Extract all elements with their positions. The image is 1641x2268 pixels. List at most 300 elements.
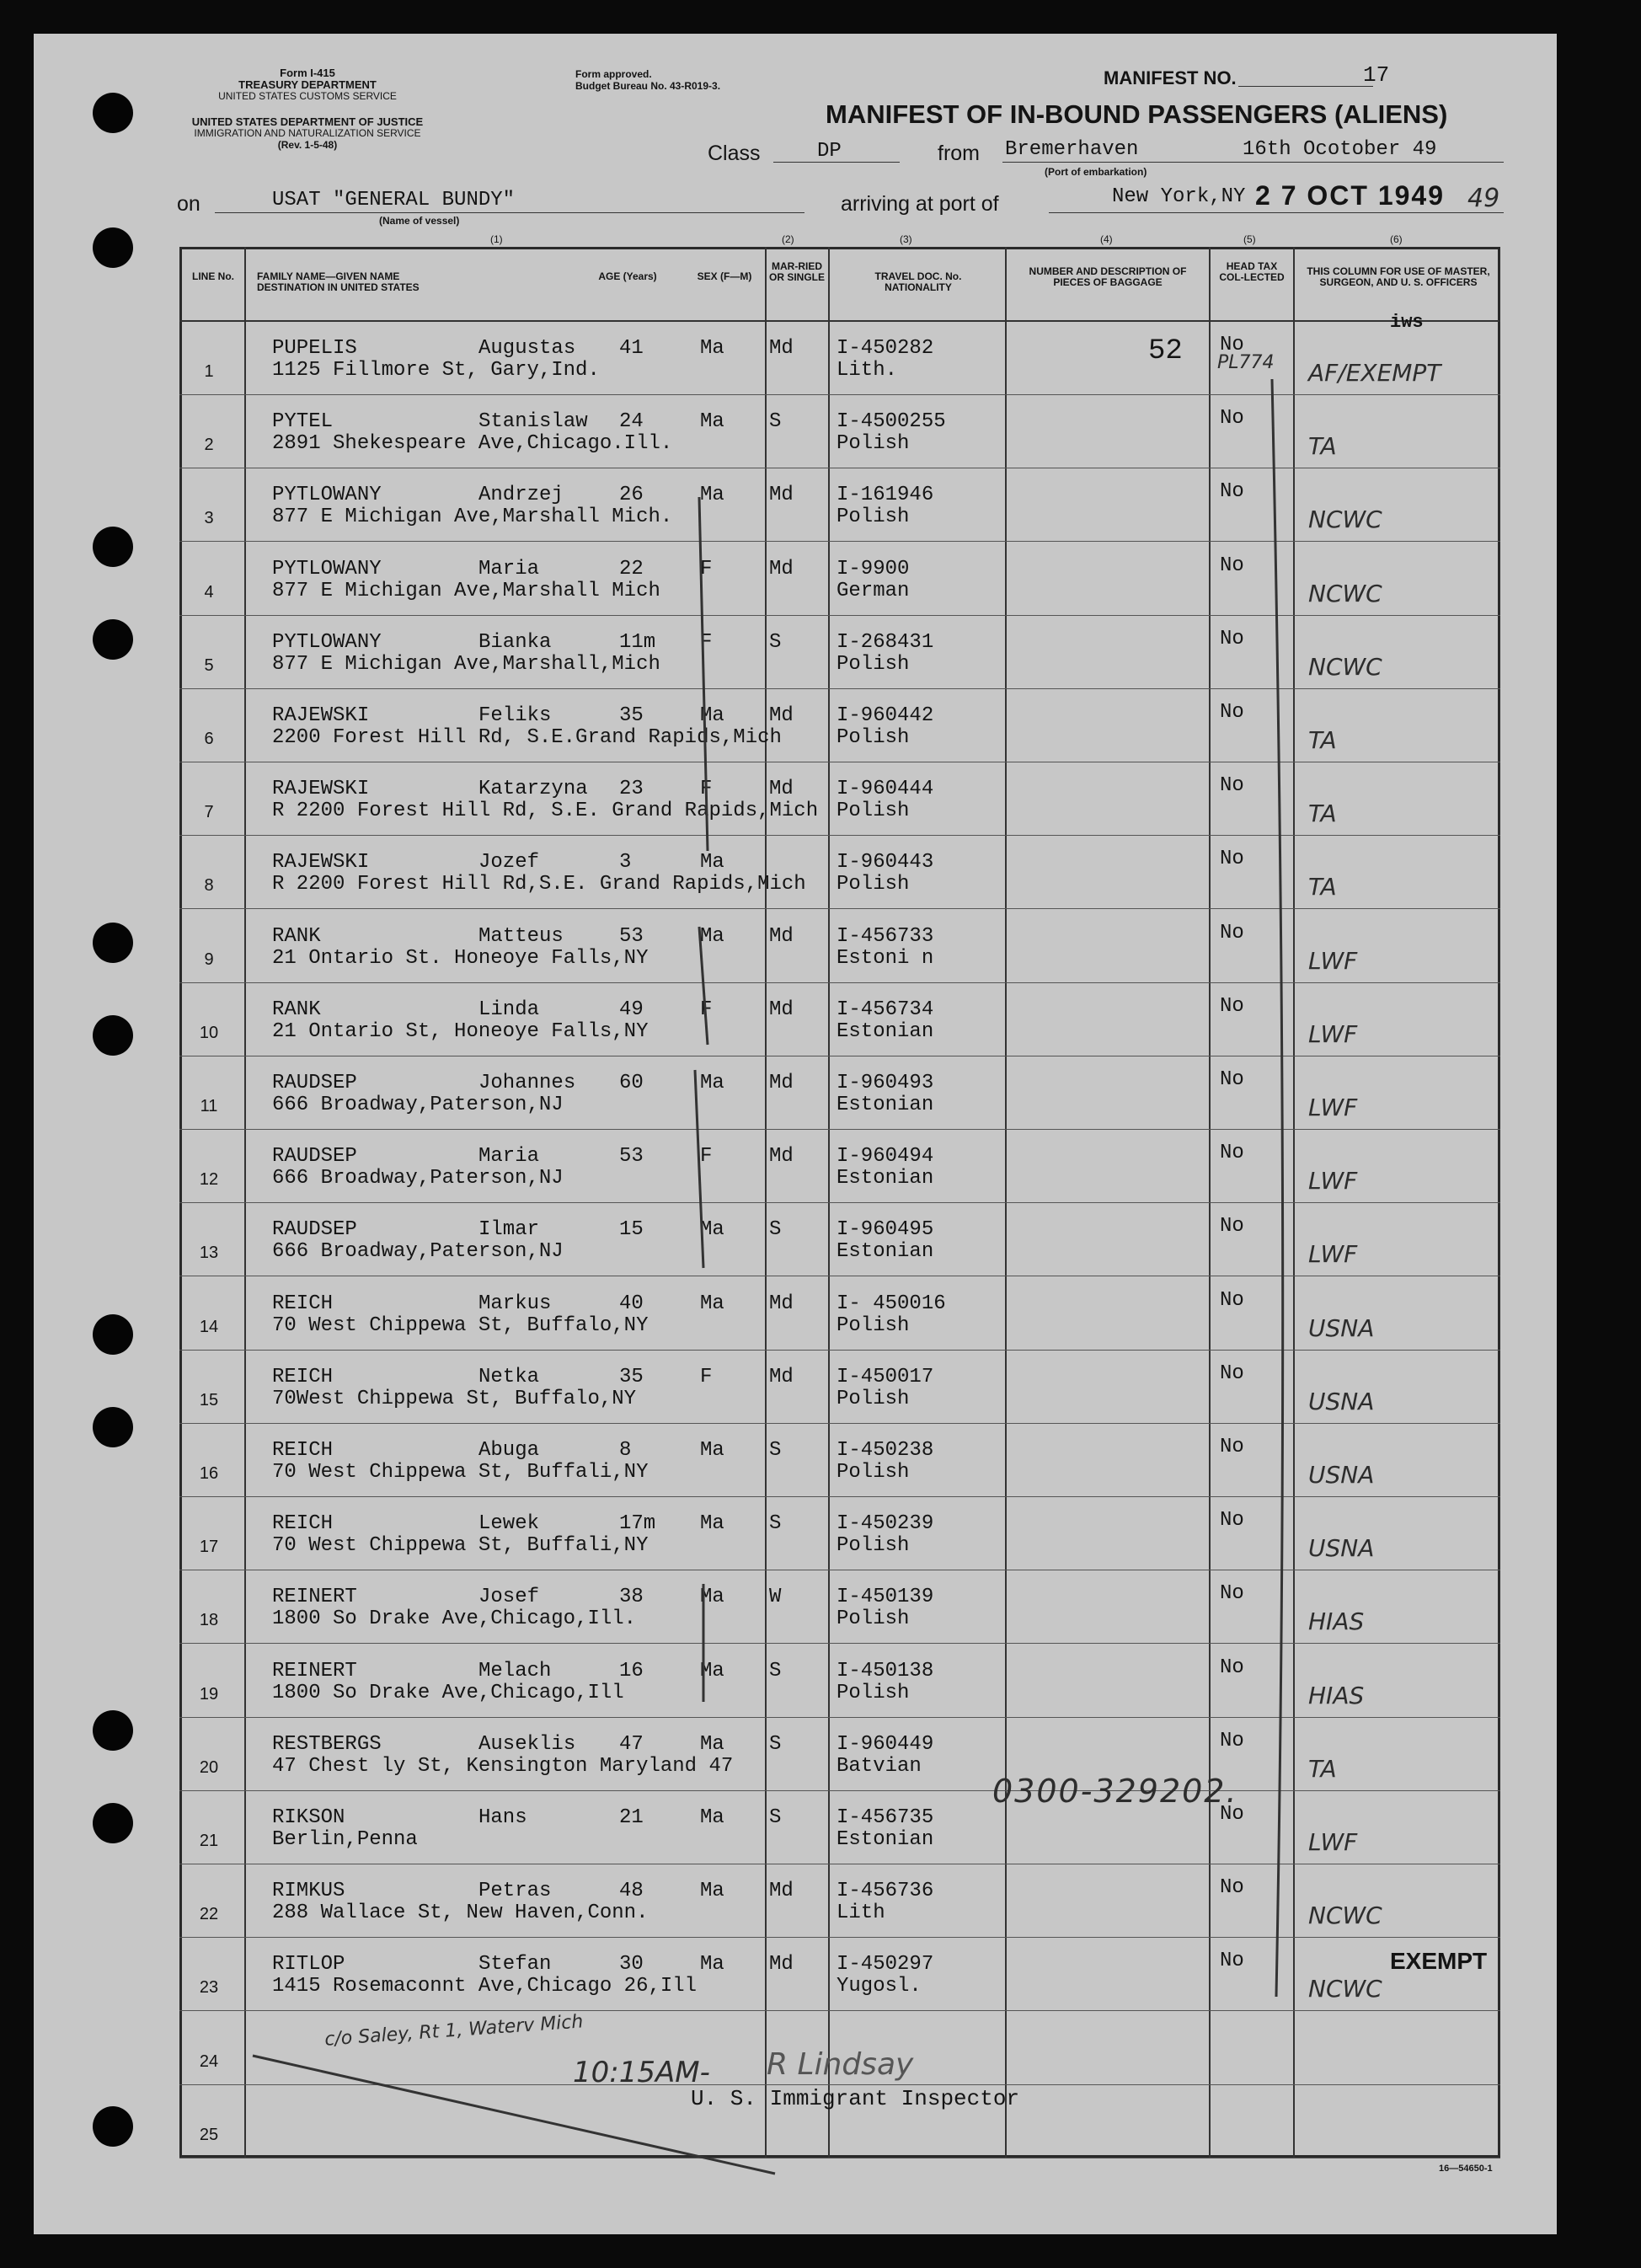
sex: Ma	[700, 924, 724, 948]
travel-doc: I-960494	[837, 1145, 934, 1169]
sex: F	[700, 778, 713, 801]
nationality: Batvian	[837, 1754, 922, 1778]
age: 41	[619, 337, 644, 360]
family-name: PYTLOWANY	[272, 630, 382, 654]
given-name: Markus	[478, 1292, 552, 1315]
form-code: 16—54650-1	[1439, 2164, 1493, 2174]
nationality: Polish	[837, 432, 910, 456]
baggage: 52	[1148, 335, 1183, 367]
line-number: 10	[199, 1023, 219, 1042]
family-name: RAUDSEP	[272, 1218, 357, 1242]
marital-status: S	[769, 1806, 782, 1829]
sex: Ma	[700, 1292, 724, 1315]
family-name: RAJEWSKI	[272, 851, 370, 875]
line-number: 17	[199, 1538, 219, 1557]
officer-initials: iws	[1390, 312, 1424, 333]
customs-service: UNITED STATES CUSTOMS SERVICE	[218, 90, 397, 102]
destination: 877 E Michigan Ave,Marshall Mich	[272, 579, 660, 602]
marital-status: Md	[769, 1145, 794, 1169]
nationality: Polish	[837, 726, 910, 749]
nationality: Polish	[837, 1387, 910, 1410]
exempt-stamp: EXEMPT	[1390, 1948, 1488, 1974]
age: 22	[619, 557, 644, 580]
head-tax: No	[1220, 1068, 1244, 1091]
destination: 70West Chippewa St, Buffalo,NY	[272, 1387, 637, 1410]
given-name: Feliks	[478, 704, 552, 727]
destination: 1415 Rosemaconnt Ave,Chicago 26,Ill	[272, 1975, 698, 1998]
given-name: Ilmar	[478, 1218, 540, 1242]
line-number: 5	[204, 655, 214, 675]
col-header-headtax: HEAD TAX COL-LECTED	[1219, 260, 1285, 283]
sex: Ma	[700, 1880, 724, 1903]
head-tax: No	[1220, 701, 1244, 724]
given-name: Lewek	[478, 1512, 540, 1536]
manifest-label: MANIFEST NO.	[1104, 67, 1237, 88]
age: 48	[619, 1880, 644, 1903]
head-tax: No	[1220, 480, 1244, 504]
travel-doc: I-268431	[837, 630, 934, 654]
line-number: 21	[199, 1832, 219, 1850]
line-number: 14	[199, 1317, 219, 1336]
given-name: Andrzej	[478, 484, 564, 507]
officer-note: NCWC	[1308, 1902, 1382, 1930]
year-handwritten: 49	[1467, 184, 1500, 213]
officer-note: NCWC	[1308, 652, 1382, 681]
nationality: Polish	[837, 1534, 910, 1558]
officer-note: LWF	[1308, 1019, 1358, 1048]
officer-note: NCWC	[1308, 1975, 1382, 2003]
travel-doc: I-960449	[837, 1732, 934, 1756]
destination: 288 Wallace St, New Haven,Conn.	[272, 1902, 649, 1925]
destination: 2891 Shekespeare Ave,Chicago.Ill.	[272, 432, 673, 456]
justice-dept: UNITED STATES DEPARTMENT OF JUSTICE	[191, 115, 424, 128]
officer-note: TA	[1308, 432, 1337, 461]
col-header-name: FAMILY NAME—GIVEN NAME DESTINATION IN UNITED STATES	[257, 270, 420, 293]
phone-number: 0300-329202.	[992, 1773, 1238, 1810]
family-name: REINERT	[272, 1659, 357, 1682]
nationality: Polish	[837, 1461, 910, 1484]
given-name: Linda	[478, 998, 540, 1021]
travel-doc: I-456733	[837, 924, 934, 948]
nationality: Lith	[837, 1902, 885, 1925]
head-tax: No	[1220, 774, 1244, 798]
family-name: REICH	[272, 1512, 334, 1536]
age: 17m	[619, 1512, 656, 1536]
inspector-signature: R Lindsay	[767, 2047, 914, 2082]
age: 35	[619, 1365, 644, 1388]
nationality: Polish	[837, 1607, 910, 1631]
family-name: RAUDSEP	[272, 1145, 357, 1169]
family-name: REINERT	[272, 1586, 357, 1609]
age: 16	[619, 1659, 644, 1682]
sex: F	[700, 1365, 713, 1388]
line-number: 20	[199, 1757, 219, 1777]
line-number: 25	[199, 2125, 219, 2144]
manifest-title: MANIFEST OF IN-BOUND PASSENGERS (ALIENS)	[826, 99, 1448, 129]
family-name: PYTLOWANY	[272, 557, 382, 580]
form-number: Form I-415	[280, 67, 335, 79]
pl-number: PL774	[1217, 352, 1275, 373]
travel-doc: I-9900	[837, 557, 910, 580]
age: 40	[619, 1292, 644, 1315]
col-header-officers: THIS COLUMN FOR USE OF MASTER, SURGEON, AND U. S. OFFICERS	[1307, 265, 1490, 288]
age: 60	[619, 1072, 644, 1094]
destination: 70 West Chippewa St, Buffali,NY	[272, 1461, 649, 1484]
marital-status: S	[769, 1439, 782, 1462]
family-name: RITLOP	[272, 1953, 345, 1976]
col-number: (2)	[782, 233, 794, 245]
marital-status: S	[769, 1512, 782, 1536]
nationality: Estonian	[837, 1167, 934, 1190]
marital-status: Md	[769, 337, 794, 360]
sex: Ma	[700, 1512, 724, 1536]
marital-status: S	[769, 1659, 782, 1682]
bracket-stroke	[695, 1070, 703, 1268]
line-number: 13	[199, 1244, 219, 1263]
travel-doc: I-450139	[837, 1586, 934, 1609]
ins-service: IMMIGRATION AND NATURALIZATION SERVICE	[194, 127, 421, 139]
given-name: Melach	[478, 1659, 552, 1682]
head-tax: No	[1220, 1361, 1244, 1385]
family-name: RANK	[272, 924, 321, 948]
destination: 877 E Michigan Ave,Marshall Mich.	[272, 505, 673, 529]
family-name: RIMKUS	[272, 1880, 345, 1903]
nationality: Estonian	[837, 1828, 934, 1851]
marital-status: S	[769, 630, 782, 654]
line-number: 4	[204, 582, 214, 602]
col-number: (5)	[1243, 233, 1256, 245]
line-number: 3	[204, 509, 214, 528]
family-name: RAJEWSKI	[272, 778, 370, 801]
given-name: Maria	[478, 1145, 540, 1169]
officer-note: USNA	[1308, 1387, 1375, 1415]
nationality: Estoni n	[837, 946, 934, 970]
marital-status: Md	[769, 924, 794, 948]
head-tax: No	[1220, 1215, 1244, 1238]
head-tax: No	[1220, 1876, 1244, 1900]
officer-note: TA	[1308, 726, 1337, 754]
age: 30	[619, 1953, 644, 1976]
given-name: Johannes	[478, 1072, 576, 1094]
col-number: (1)	[490, 233, 503, 245]
age: 38	[619, 1586, 644, 1609]
nationality: Estonian	[837, 1240, 934, 1264]
col-header-sex: SEX (F—M)	[697, 270, 752, 282]
marital-status: Md	[769, 998, 794, 1021]
age: 11m	[619, 630, 656, 654]
head-tax: No	[1220, 407, 1244, 431]
line-number: 1	[204, 362, 214, 381]
given-name: Netka	[478, 1365, 540, 1388]
sex: F	[700, 630, 713, 654]
destination: 47 Chest ly St, Kensington Maryland 47	[272, 1754, 734, 1778]
col-header-baggage: NUMBER AND DESCRIPTION OF PIECES OF BAGGAGE	[1029, 265, 1187, 288]
travel-doc: I-4500255	[837, 410, 946, 434]
nationality: Estonian	[837, 1019, 934, 1043]
age: 35	[619, 704, 644, 727]
destination: 2200 Forest Hill Rd, S.E.Grand Rapids,Mich	[272, 726, 782, 749]
family-name: RANK	[272, 998, 321, 1021]
family-name: REICH	[272, 1439, 334, 1462]
head-tax: No	[1220, 994, 1244, 1018]
travel-doc: I-960493	[837, 1072, 934, 1094]
family-name: PYTLOWANY	[272, 484, 382, 507]
sex: Ma	[700, 1953, 724, 1976]
marital-status: S	[769, 410, 782, 434]
destination: 21 Ontario St, Honeoye Falls,NY	[272, 1019, 649, 1043]
col-header-married: MAR-RIED OR SINGLE	[768, 260, 825, 283]
time-signed: 10:15AM-	[573, 2056, 710, 2089]
destination: 877 E Michigan Ave,Marshall,Mich	[272, 652, 660, 676]
nationality: Polish	[837, 505, 910, 529]
destination: 666 Broadway,Paterson,NJ	[272, 1094, 564, 1116]
inspector-title: U. S. Immigrant Inspector	[691, 2086, 1020, 2111]
destination: 70 West Chippewa St, Buffalo,NY	[272, 1313, 649, 1337]
head-tax: No	[1220, 1142, 1244, 1165]
travel-doc: I-456735	[837, 1806, 934, 1829]
officer-note: LWF	[1308, 946, 1358, 975]
embarkation-port: Bremerhaven	[1005, 138, 1139, 161]
line-number: 19	[199, 1684, 219, 1704]
col-header-age: AGE (Years)	[598, 270, 657, 282]
nationality: Polish	[837, 652, 910, 676]
head-tax: No	[1220, 1803, 1244, 1826]
budget-bureau: Budget Bureau No. 43-R019-3.	[575, 80, 721, 92]
nationality: Polish	[837, 1681, 910, 1704]
sex: Ma	[700, 1072, 724, 1094]
marital-status: Md	[769, 1880, 794, 1903]
sex: F	[700, 998, 713, 1021]
given-name: Augustas	[478, 337, 576, 360]
line-number: 24	[199, 2051, 219, 2071]
officer-note: USNA	[1308, 1461, 1375, 1489]
margin-stroke	[1272, 379, 1283, 1997]
travel-doc: I-161946	[837, 484, 934, 507]
destination: 1125 Fillmore St, Gary,Ind.	[272, 359, 600, 382]
sex: Ma	[700, 410, 724, 434]
age: 26	[619, 484, 644, 507]
revision: (Rev. 1-5-48)	[277, 139, 338, 151]
col-number: (6)	[1390, 233, 1403, 245]
family-name: REICH	[272, 1365, 334, 1388]
sex: F	[700, 1145, 713, 1169]
destination: Berlin,Penna	[272, 1828, 418, 1851]
marital-status: Md	[769, 557, 794, 580]
line-number: 12	[199, 1170, 219, 1190]
class-value: DP	[817, 140, 842, 163]
travel-doc: I-450239	[837, 1512, 934, 1536]
head-tax: No	[1220, 1582, 1244, 1606]
sex: Ma	[700, 1732, 724, 1756]
sex: Ma	[700, 1659, 724, 1682]
officer-note: NCWC	[1308, 579, 1382, 607]
line-number: 22	[199, 1905, 219, 1924]
travel-doc: I-450017	[837, 1365, 934, 1388]
marital-status: Md	[769, 1292, 794, 1315]
travel-doc: I-456734	[837, 998, 934, 1021]
given-name: Katarzyna	[478, 778, 588, 801]
arriving-label: arriving at port of	[841, 192, 999, 216]
head-tax: No	[1220, 921, 1244, 944]
sex: F	[700, 557, 713, 580]
marital-status: Md	[769, 1072, 794, 1094]
age: 53	[619, 924, 644, 948]
age: 8	[619, 1439, 632, 1462]
head-tax: No	[1220, 554, 1244, 577]
col-number: (4)	[1100, 233, 1113, 245]
head-tax: No	[1220, 1509, 1244, 1533]
destination: R 2200 Forest Hill Rd, S.E. Grand Rapids,Mich	[272, 800, 819, 823]
given-name: Stanislaw	[478, 410, 588, 434]
officer-note: AF/EXEMPT	[1308, 359, 1441, 387]
line-number: 7	[204, 803, 214, 822]
nationality: Polish	[837, 873, 910, 896]
age: 49	[619, 998, 644, 1021]
nationality: Polish	[837, 800, 910, 823]
marital-status: S	[769, 1732, 782, 1756]
line-number: 2	[204, 436, 214, 455]
nationality: Estonian	[837, 1094, 934, 1116]
officer-note: HIAS	[1308, 1607, 1365, 1636]
age: 15	[619, 1218, 644, 1242]
sex: Ma	[700, 851, 724, 875]
nationality: German	[837, 579, 910, 602]
sex: Ma	[700, 1218, 724, 1242]
destination: 70 West Chippewa St, Buffali,NY	[272, 1534, 649, 1558]
on-label: on	[177, 192, 200, 216]
family-name: RESTBERGS	[272, 1732, 382, 1756]
sex: Ma	[700, 1439, 724, 1462]
marital-status: W	[769, 1586, 782, 1609]
sex: Ma	[700, 484, 724, 507]
marital-status: Md	[769, 484, 794, 507]
travel-doc: I-450297	[837, 1953, 934, 1976]
line-number: 6	[204, 730, 214, 748]
given-name: Matteus	[478, 924, 564, 948]
age: 47	[619, 1732, 644, 1756]
officer-note: LWF	[1308, 1240, 1358, 1269]
travel-doc: I-960495	[837, 1218, 934, 1242]
line-number: 15	[199, 1390, 219, 1409]
officer-note: NCWC	[1308, 505, 1382, 534]
family-name: RIKSON	[272, 1806, 345, 1829]
form-approved: Form approved.	[575, 68, 652, 80]
head-tax: No	[1220, 1436, 1244, 1458]
travel-doc: I-960442	[837, 704, 934, 727]
travel-doc: I-450238	[837, 1439, 934, 1462]
col-number: (3)	[900, 233, 912, 245]
marital-status: Md	[769, 1365, 794, 1388]
officer-note: LWF	[1308, 1828, 1358, 1856]
vessel-note: (Name of vessel)	[379, 215, 460, 227]
embarkation-note: (Port of embarkation)	[1045, 166, 1147, 178]
class-label: Class	[708, 142, 761, 165]
destination: 1800 So Drake Ave,Chicago,Ill.	[272, 1607, 637, 1631]
line-number: 11	[200, 1097, 218, 1115]
sex: Ma	[700, 337, 724, 360]
nationality: Polish	[837, 1313, 910, 1337]
family-name: RAJEWSKI	[272, 704, 370, 727]
strike-stroke	[253, 2056, 775, 2174]
given-name: Hans	[478, 1806, 527, 1829]
destination: 21 Ontario St. Honeoye Falls,NY	[272, 946, 649, 970]
given-name: Bianka	[478, 630, 552, 654]
travel-doc: I-450138	[837, 1659, 934, 1682]
line-number: 18	[199, 1611, 219, 1630]
departure-date: 16th Ocotober 49	[1243, 138, 1437, 161]
nationality: Lith.	[837, 359, 898, 382]
head-tax: No	[1220, 334, 1244, 356]
from-label: from	[938, 142, 980, 165]
head-tax: No	[1220, 1950, 1244, 1973]
manifest-number: 17	[1363, 62, 1390, 88]
line-number: 9	[204, 949, 214, 969]
marital-status: Md	[769, 704, 794, 727]
family-name: PYTEL	[272, 410, 334, 434]
head-tax: No	[1220, 1656, 1244, 1679]
line-number: 23	[199, 1978, 219, 1998]
col-header-line: LINE No.	[192, 270, 234, 282]
officer-note: TA	[1308, 1754, 1337, 1783]
arrival-port: New York,NY	[1112, 185, 1246, 208]
age: 24	[619, 410, 644, 434]
head-tax: No	[1220, 1729, 1244, 1752]
destination: 1800 So Drake Ave,Chicago,Ill	[272, 1681, 624, 1704]
travel-doc: I-456736	[837, 1880, 934, 1903]
given-name: Auseklis	[478, 1732, 576, 1756]
nationality: Yugosl.	[837, 1975, 922, 1998]
travel-doc: I-960443	[837, 851, 934, 875]
destination: 666 Broadway,Paterson,NJ	[272, 1240, 564, 1264]
age: 23	[619, 778, 644, 801]
vessel-name: USAT "GENERAL BUNDY"	[272, 189, 516, 211]
officer-note: HIAS	[1308, 1681, 1365, 1709]
col-header-travel: TRAVEL DOC. No. NATIONALITY	[874, 270, 962, 293]
bracket-stroke	[699, 497, 708, 851]
sex: Ma	[700, 1806, 724, 1829]
age: 53	[619, 1145, 644, 1169]
officer-note: LWF	[1308, 1094, 1358, 1121]
line-number: 8	[204, 876, 214, 896]
head-tax: No	[1220, 627, 1244, 650]
officer-note: TA	[1308, 873, 1337, 901]
travel-doc: I-450282	[837, 337, 934, 360]
given-name: Josef	[478, 1586, 540, 1609]
officer-note: LWF	[1308, 1167, 1358, 1196]
given-name: Petras	[478, 1880, 552, 1903]
officer-note: TA	[1308, 800, 1337, 828]
line-number: 16	[199, 1464, 219, 1483]
head-tax: No	[1220, 848, 1244, 871]
bracket-stroke	[699, 927, 708, 1045]
family-name: REICH	[272, 1292, 334, 1315]
given-name: Abuga	[478, 1439, 540, 1462]
sex: Ma	[700, 704, 724, 727]
age: 21	[619, 1806, 644, 1829]
sex: Ma	[700, 1586, 724, 1609]
given-name: Stefan	[478, 1953, 552, 1976]
family-name: RAUDSEP	[272, 1072, 357, 1094]
officer-note: USNA	[1308, 1534, 1375, 1563]
head-tax: No	[1220, 1288, 1244, 1312]
care-of-note: c/o Saley, Rt 1, Waterv Mich	[323, 2011, 585, 2051]
given-name: Jozef	[478, 851, 540, 875]
marital-status: Md	[769, 1953, 794, 1976]
officer-note: USNA	[1308, 1313, 1375, 1342]
marital-status: Md	[769, 778, 794, 801]
destination: 666 Broadway,Paterson,NJ	[272, 1167, 564, 1190]
arrival-date-stamp: 2 7 OCT 1949	[1255, 180, 1445, 211]
